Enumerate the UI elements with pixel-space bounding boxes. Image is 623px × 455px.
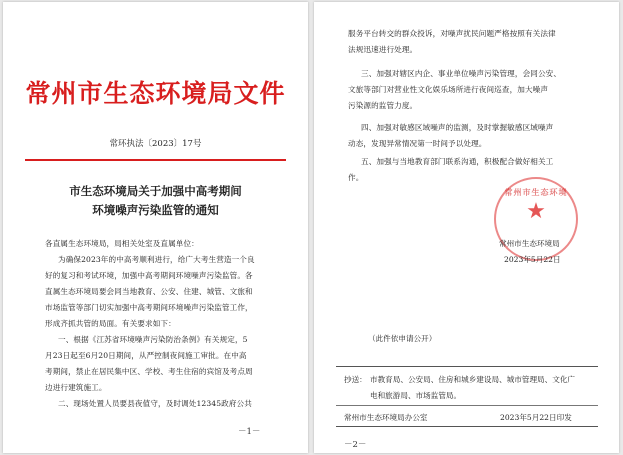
body-line: 文旅等部门对营业性文化娱乐场所进行夜间巡查，加大噪声 xyxy=(348,85,549,94)
cc-label: 抄送： xyxy=(344,375,367,384)
body-line: 四、加强对敏感区域噪声的监测，及时掌握敏感区域噪声 xyxy=(361,123,554,132)
body-line: 三、加强对辖区内企、事业单位噪声污染管理，会同公安、 xyxy=(361,69,562,78)
document-page-2 xyxy=(314,2,619,453)
body-line: 直属生态环境局要会同当地教育、公安、住建、城管、文旅和 xyxy=(45,287,253,296)
issuing-office: 常州市生态环境局办公室 xyxy=(344,413,428,422)
body-line: 市场监管等部门切实加强中高考期间环境噪声污染监管工作， xyxy=(45,303,253,312)
red-divider-line xyxy=(25,159,286,161)
body-line: 污染源的监管力度。 xyxy=(348,101,418,110)
body-line: 五、加强与当地教育部门联系沟通，积极配合做好相关工 xyxy=(361,157,554,166)
body-line: 考期间，禁止在居民集中区、学校、考生住宿的宾馆及考点周 xyxy=(45,367,253,376)
body-line: 二、现场处置人员要县夜值守，及时调处12345政府公共 xyxy=(58,399,252,408)
red-header-title: 常州市生态环境局文件 xyxy=(25,79,286,108)
body-line: 为确保2023年的中高考顺利进行，给广大考生营造一个良 xyxy=(58,255,255,264)
page-number: －2－ xyxy=(344,440,367,450)
cc-top-rule xyxy=(336,366,598,367)
document-title-line-1: 市生态环境局关于加强中高考期间 xyxy=(69,184,242,198)
body-line: 服务平台转交的群众投诉，对噪声扰民问题严格按照有关法律 xyxy=(348,29,556,38)
document-page-1 xyxy=(3,2,308,453)
page-number: －1－ xyxy=(238,427,261,437)
salutation: 各直属生态环境局，局相关处室及直属单位： xyxy=(45,239,199,248)
seal-star-icon: ★ xyxy=(526,199,546,224)
body-line: 形成齐抓共管的局面。有关要求如下： xyxy=(45,319,176,328)
body-line: 动态，发现异常情况第一时间予以处理。 xyxy=(348,139,487,148)
body-line: 法规迅速进行处理。 xyxy=(348,45,418,54)
document-number: 常环执法〔2023〕17号 xyxy=(109,139,202,149)
disclosure-note: （此件依申请公开） xyxy=(368,334,437,343)
cc-line-2: 电和旅游局、市场监管局。 xyxy=(370,391,462,400)
body-line: 好的复习和考试环境，加强中高考期间环境噪声污染监管。各 xyxy=(45,271,253,280)
document-title-line-2: 环境噪声污染监管的通知 xyxy=(92,203,219,217)
cc-line-1: 市教育局、公安局、住房和城乡建设局、城市管理局、文化广 xyxy=(370,375,576,384)
body-line: 作。 xyxy=(348,173,364,182)
signature-date: 2023年5月22日 xyxy=(504,255,561,264)
body-line: 边进行建筑施工。 xyxy=(45,383,107,392)
cc-bottom-rule xyxy=(336,405,598,406)
issue-date: 2023年5月22日印发 xyxy=(500,413,572,422)
seal-text: 常州市生态环境 xyxy=(504,187,568,197)
body-line: 月23日起至6月20日期间，从严控制夜间施工审批。在中高 xyxy=(45,351,247,360)
footer-rule xyxy=(336,426,598,427)
body-line: 一、根据《江苏省环境噪声污染防治条例》有关规定，5 xyxy=(58,335,248,344)
signature-org: 常州市生态环境局 xyxy=(499,239,560,248)
